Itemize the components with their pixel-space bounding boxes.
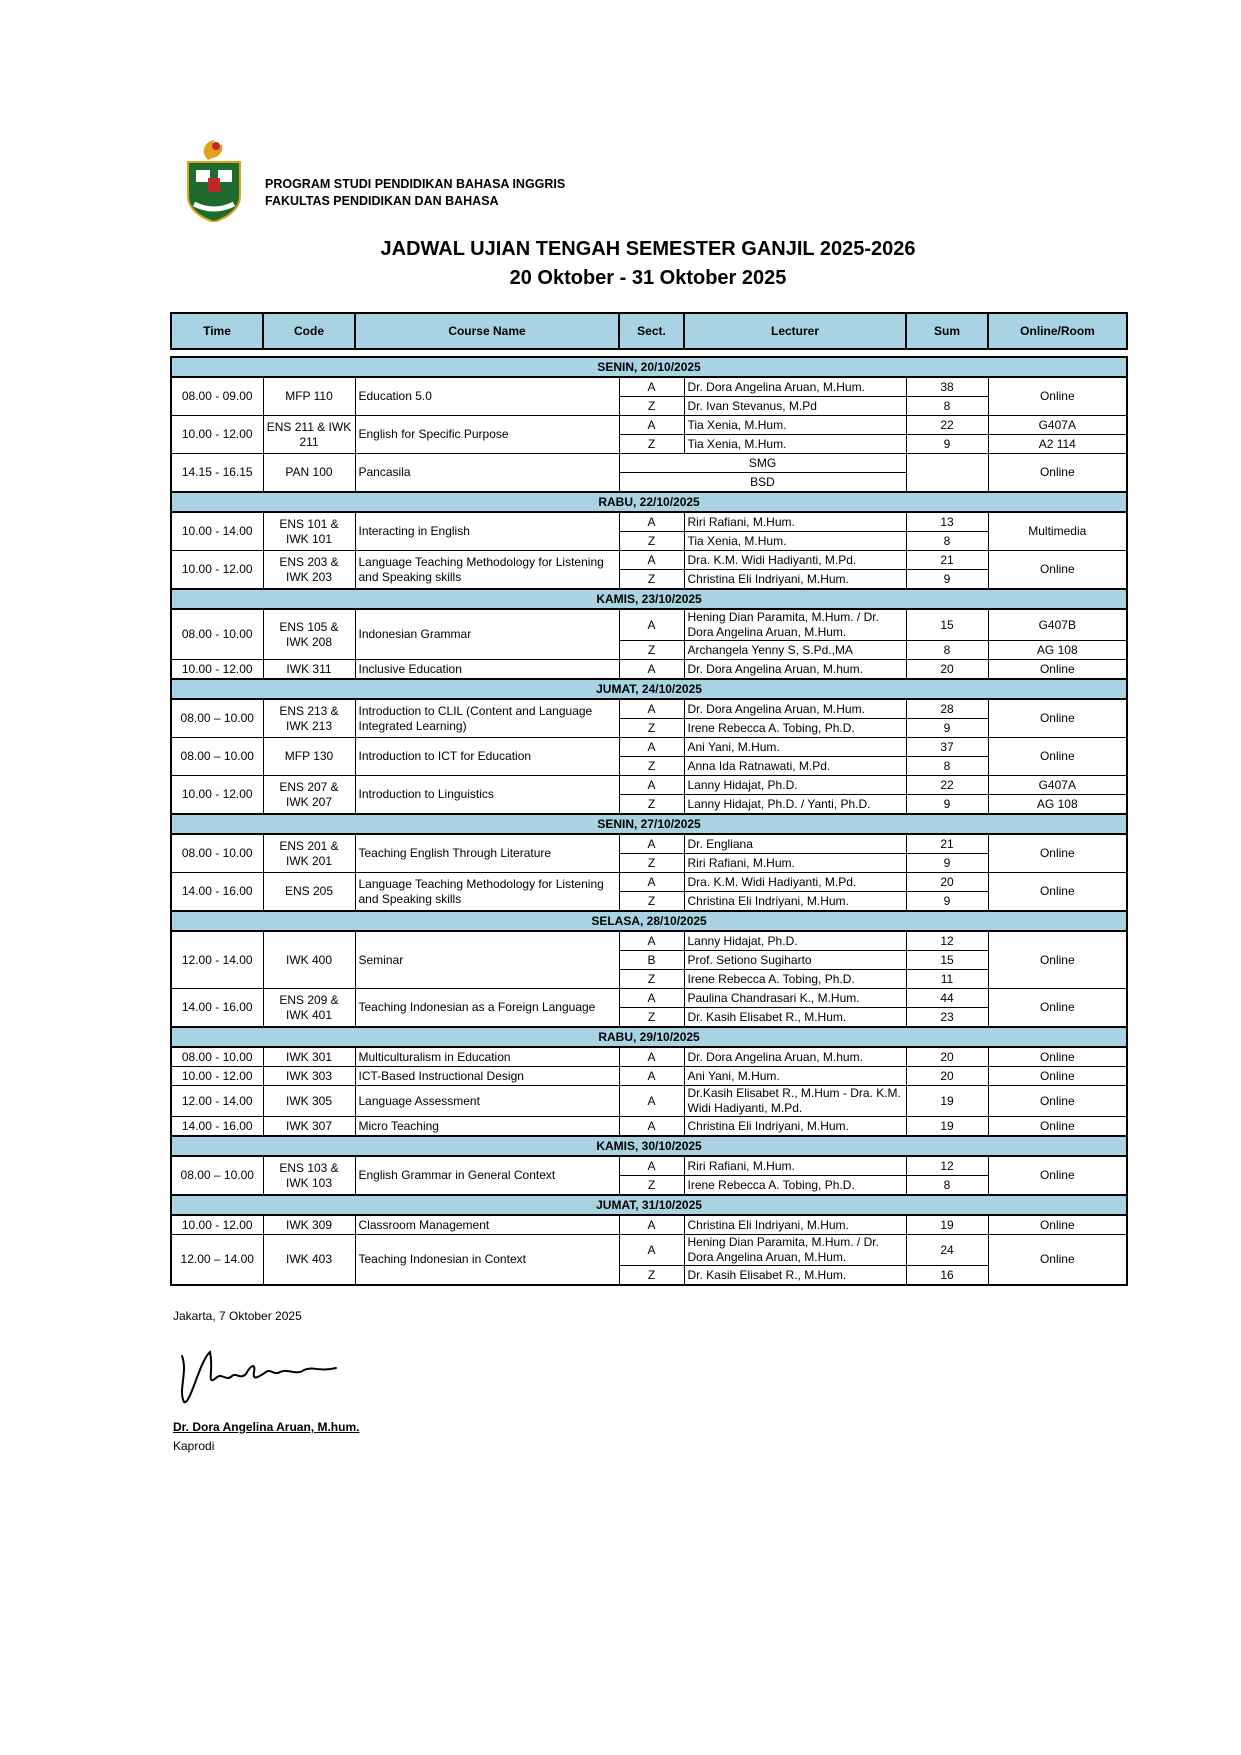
day-row [171,1136,1127,1156]
lecturer-cell: Irene Rebecca A. Tobing, Ph.D. [684,1176,906,1196]
section-cell: A [619,1156,684,1176]
course-cell: Teaching English Through Literature [355,834,619,873]
section-cell: A [619,1215,684,1235]
section-cell: A [619,551,684,570]
schedule-table [170,356,1128,1286]
room-cell: Online [988,1156,1127,1195]
sum-cell: 9 [906,892,988,912]
program-name: PROGRAM STUDI PENDIDIKAN BAHASA INGGRIS [265,177,566,191]
time-cell: 12.00 – 14.00 [171,1235,263,1286]
code-cell: ENS 101 & IWK 101 [263,512,355,551]
lecturer-cell: Dr. Kasih Elisabet R., M.Hum. [684,1266,906,1286]
time-cell: 08.00 – 10.00 [171,738,263,776]
room-cell: AG 108 [988,641,1127,660]
table-row [171,660,1127,680]
room-cell: Online [988,1047,1127,1067]
room-cell: Online [988,1215,1127,1235]
course-cell: Teaching Indonesian as a Foreign Language [355,989,619,1028]
lecturer-cell: Lanny Hidajat, Ph.D. / Yanti, Ph.D. [684,795,906,815]
time-cell: 10.00 - 12.00 [171,776,263,815]
column-header: Sect. [619,313,684,349]
sum-cell: 19 [906,1215,988,1235]
day-row [171,1027,1127,1047]
table-row [171,834,1127,854]
table-row [171,1156,1127,1176]
lecturer-cell: Anna Ida Ratnawati, M.Pd. [684,757,906,776]
time-cell: 12.00 - 14.00 [171,1086,263,1117]
issue-date: Jakarta, 7 Oktober 2025 [173,1309,302,1323]
section-cell: Z [619,641,684,660]
time-cell: 08.00 – 10.00 [171,699,263,738]
sum-cell: 11 [906,970,988,989]
institution-header [265,176,565,210]
room-cell: AG 108 [988,795,1127,815]
section-cell: Z [619,854,684,873]
room-cell: Online [988,699,1127,738]
room-cell: Online [988,551,1127,590]
column-header: Code [263,313,355,349]
sum-cell: 22 [906,416,988,435]
sum-cell: 28 [906,699,988,719]
document-title: JADWAL UJIAN TENGAH SEMESTER GANJIL 2025-2026 [380,238,916,260]
sum-cell: 8 [906,757,988,776]
table-row [171,1117,1127,1137]
sum-cell: 38 [906,377,988,397]
code-cell: IWK 307 [263,1117,355,1137]
time-cell: 10.00 - 14.00 [171,512,263,551]
section-cell: Z [619,570,684,590]
lecturer-cell: Dr.Kasih Elisabet R., M.Hum - Dra. K.M. Widi Hadiyanti, M.Pd. [684,1086,906,1117]
table-row [171,738,1127,757]
university-logo [186,138,242,222]
room-cell: Online [988,1086,1127,1117]
time-cell: 08.00 - 09.00 [171,377,263,416]
lecturer-cell: Dr. Dora Angelina Aruan, M.hum. [684,660,906,680]
course-cell: Language Assessment [355,1086,619,1117]
room-cell: Online [988,738,1127,776]
code-cell: PAN 100 [263,454,355,493]
time-cell: 10.00 - 12.00 [171,416,263,454]
time-cell: 12.00 - 14.00 [171,931,263,989]
day-heading: KAMIS, 30/10/2025 [171,1136,1127,1156]
lecturer-cell: Irene Rebecca A. Tobing, Ph.D. [684,970,906,989]
table-row [171,1047,1127,1067]
room-cell: Online [988,1235,1127,1286]
section-cell: A [619,873,684,892]
time-cell: 14.15 - 16.15 [171,454,263,493]
room-cell: Online [988,834,1127,873]
room-cell: Online [988,989,1127,1028]
code-cell: IWK 400 [263,931,355,989]
section-cell: Z [619,1176,684,1196]
signature [170,1342,350,1412]
room-cell: Online [988,1067,1127,1086]
course-cell: Micro Teaching [355,1117,619,1137]
time-cell: 08.00 - 10.00 [171,834,263,873]
room-cell: G407A [988,416,1127,435]
sum-cell: 20 [906,1067,988,1086]
room-cell: G407B [988,609,1127,641]
code-cell: IWK 403 [263,1235,355,1286]
code-cell: MFP 110 [263,377,355,416]
section-cell: Z [619,435,684,454]
course-cell: Multiculturalism in Education [355,1047,619,1067]
sum-cell: 9 [906,435,988,454]
code-cell: ENS 105 & IWK 208 [263,609,355,660]
table-row [171,931,1127,951]
day-row [171,911,1127,931]
sum-cell: 19 [906,1086,988,1117]
section-cell: Z [619,795,684,815]
sum-cell: 12 [906,931,988,951]
section-cell: Z [619,1008,684,1028]
time-cell: 10.00 - 12.00 [171,551,263,590]
sum-cell: 44 [906,989,988,1008]
schedule-header [170,312,1128,350]
course-cell: Education 5.0 [355,377,619,416]
lecturer-cell: Dr. Ivan Stevanus, M.Pd [684,397,906,416]
table-row [171,551,1127,570]
time-cell: 10.00 - 12.00 [171,1215,263,1235]
column-header: Online/Room [988,313,1127,349]
lecturer-cell: Archangela Yenny S, S.Pd.,MA [684,641,906,660]
code-cell: ENS 203 & IWK 203 [263,551,355,590]
course-cell: Language Teaching Methodology for Listening and Speaking skills [355,551,619,590]
table-row [171,416,1127,435]
lecturer-cell: Christina Eli Indriyani, M.Hum. [684,892,906,912]
lecturer-cell: Tia Xenia, M.Hum. [684,416,906,435]
time-cell: 14.00 - 16.00 [171,989,263,1028]
sum-cell: 9 [906,795,988,815]
day-heading: JUMAT, 31/10/2025 [171,1195,1127,1215]
sum-cell: 20 [906,873,988,892]
lecturer-cell: Riri Rafiani, M.Hum. [684,1156,906,1176]
course-cell: Introduction to ICT for Education [355,738,619,776]
day-row [171,492,1127,512]
time-cell: 10.00 - 12.00 [171,660,263,680]
room-cell: G407A [988,776,1127,795]
section-cell: A [619,660,684,680]
sum-cell: 15 [906,951,988,970]
section-cell: Z [619,757,684,776]
sum-cell: 16 [906,1266,988,1286]
code-cell: IWK 309 [263,1215,355,1235]
course-cell: Inclusive Education [355,660,619,680]
course-cell: Introduction to Linguistics [355,776,619,815]
code-cell: IWK 305 [263,1086,355,1117]
section-cell: A [619,776,684,795]
code-cell: MFP 130 [263,738,355,776]
lecturer-cell: Lanny Hidajat, Ph.D. [684,931,906,951]
lecturer-cell: Christina Eli Indriyani, M.Hum. [684,1215,906,1235]
lecturer-cell: Lanny Hidajat, Ph.D. [684,776,906,795]
code-cell: IWK 301 [263,1047,355,1067]
section-cell: A [619,1235,684,1266]
lecturer-cell: Paulina Chandrasari K., M.Hum. [684,989,906,1008]
code-cell: IWK 303 [263,1067,355,1086]
lecturer-cell: Dr. Kasih Elisabet R., M.Hum. [684,1008,906,1028]
section-cell: A [619,1117,684,1137]
signatory-role: Kaprodi [173,1439,215,1453]
lecturer-cell: Riri Rafiani, M.Hum. [684,854,906,873]
room-cell: Online [988,377,1127,416]
table-row [171,699,1127,719]
course-cell: English for Specific Purpose [355,416,619,454]
faculty-name: FAKULTAS PENDIDIKAN DAN BAHASA [265,194,499,208]
room-cell: Online [988,931,1127,989]
sum-cell: 20 [906,1047,988,1067]
code-cell: ENS 205 [263,873,355,912]
sum-cell: 8 [906,641,988,660]
section-cell: A [619,931,684,951]
lecturer-cell: Tia Xenia, M.Hum. [684,532,906,551]
day-row [171,589,1127,609]
code-cell: ENS 209 & IWK 401 [263,989,355,1028]
lecturer-cell: Christina Eli Indriyani, M.Hum. [684,570,906,590]
lecturer-cell: Christina Eli Indriyani, M.Hum. [684,1117,906,1137]
section-cell: A [619,377,684,397]
table-row [171,1215,1127,1235]
section-cell: B [619,951,684,970]
table-row [171,776,1127,795]
sum-cell: 9 [906,570,988,590]
time-cell: 08.00 - 10.00 [171,1047,263,1067]
course-cell: Introduction to CLIL (Content and Language Integrated Learning) [355,699,619,738]
section-cell: A [619,699,684,719]
code-cell: ENS 207 & IWK 207 [263,776,355,815]
lecturer-cell: Dra. K.M. Widi Hadiyanti, M.Pd. [684,873,906,892]
room-cell: Online [988,873,1127,912]
course-cell: English Grammar in General Context [355,1156,619,1195]
lecturer-cell: Dr. Dora Angelina Aruan, M.Hum. [684,377,906,397]
sum-cell: 37 [906,738,988,757]
section-cell: Z [619,892,684,912]
lecturer-cell: Prof. Setiono Sugiharto [684,951,906,970]
sum-cell: 21 [906,834,988,854]
day-heading: SENIN, 20/10/2025 [171,357,1127,377]
table-row [171,454,1127,473]
sum-cell: 12 [906,1156,988,1176]
section-cell: A [619,1067,684,1086]
lecturer-cell: Hening Dian Paramita, M.Hum. / Dr. Dora Angelina Aruan, M.Hum. [684,609,906,641]
course-cell: Teaching Indonesian in Context [355,1235,619,1286]
table-row [171,1235,1127,1266]
sum-cell: 19 [906,1117,988,1137]
section-cell: A [619,834,684,854]
column-header: Lecturer [684,313,906,349]
day-heading: KAMIS, 23/10/2025 [171,589,1127,609]
lecturer-cell: Dr. Dora Angelina Aruan, M.Hum. [684,699,906,719]
lecturer-cell: Ani Yani, M.Hum. [684,738,906,757]
room-cell: Online [988,1117,1127,1137]
day-row [171,679,1127,699]
lecturer-cell: Irene Rebecca A. Tobing, Ph.D. [684,719,906,738]
course-cell: Language Teaching Methodology for Listening and Speaking skills [355,873,619,912]
day-row [171,357,1127,377]
code-cell: ENS 211 & IWK 211 [263,416,355,454]
sum-cell: 8 [906,1176,988,1196]
signatory-name: Dr. Dora Angelina Aruan, M.hum. [173,1420,360,1434]
sum-cell: 9 [906,719,988,738]
day-heading: RABU, 29/10/2025 [171,1027,1127,1047]
lecturer-cell: Dra. K.M. Widi Hadiyanti, M.Pd. [684,551,906,570]
sum-cell: 9 [906,854,988,873]
course-cell: Indonesian Grammar [355,609,619,660]
campus-cell: BSD [619,473,906,493]
section-cell: Z [619,397,684,416]
table-row [171,609,1127,641]
sum-cell: 24 [906,1235,988,1266]
time-cell: 10.00 - 12.00 [171,1067,263,1086]
day-row [171,1195,1127,1215]
section-cell: A [619,989,684,1008]
section-cell: A [619,1047,684,1067]
sum-cell: 8 [906,532,988,551]
sum-cell: 22 [906,776,988,795]
course-cell: ICT-Based Instructional Design [355,1067,619,1086]
column-header: Course Name [355,313,619,349]
code-cell: ENS 201 & IWK 201 [263,834,355,873]
section-cell: A [619,416,684,435]
table-row [171,1086,1127,1117]
lecturer-cell: Tia Xenia, M.Hum. [684,435,906,454]
time-cell: 14.00 - 16.00 [171,873,263,912]
day-heading: SELASA, 28/10/2025 [171,911,1127,931]
sum-cell: 21 [906,551,988,570]
day-heading: RABU, 22/10/2025 [171,492,1127,512]
lecturer-cell: Ani Yani, M.Hum. [684,1067,906,1086]
lecturer-cell: Dr. Engliana [684,834,906,854]
day-heading: JUMAT, 24/10/2025 [171,679,1127,699]
table-row [171,873,1127,892]
code-cell: ENS 103 & IWK 103 [263,1156,355,1195]
column-header: Sum [906,313,988,349]
sum-cell: 8 [906,397,988,416]
section-cell: A [619,609,684,641]
table-row [171,989,1127,1008]
lecturer-cell: Hening Dian Paramita, M.Hum. / Dr. Dora Angelina Aruan, M.Hum. [684,1235,906,1266]
sum-cell: 15 [906,609,988,641]
column-header: Time [171,313,263,349]
campus-cell: SMG [619,454,906,473]
day-row [171,814,1127,834]
course-cell: Pancasila [355,454,619,493]
time-cell: 08.00 - 10.00 [171,609,263,660]
course-cell: Classroom Management [355,1215,619,1235]
section-cell: Z [619,970,684,989]
code-cell: ENS 213 & IWK 213 [263,699,355,738]
section-cell: Z [619,532,684,551]
room-cell: Online [988,660,1127,680]
lecturer-cell: Riri Rafiani, M.Hum. [684,512,906,532]
sum-cell [906,454,988,493]
section-cell: A [619,512,684,532]
sum-cell: 13 [906,512,988,532]
room-cell: A2 114 [988,435,1127,454]
section-cell: Z [619,1266,684,1286]
lecturer-cell: Dr. Dora Angelina Aruan, M.hum. [684,1047,906,1067]
time-cell: 08.00 – 10.00 [171,1156,263,1195]
sum-cell: 20 [906,660,988,680]
table-row [171,1067,1127,1086]
section-cell: Z [619,719,684,738]
section-cell: A [619,738,684,757]
time-cell: 14.00 - 16.00 [171,1117,263,1137]
room-cell: Online [988,454,1127,493]
course-cell: Seminar [355,931,619,989]
day-heading: SENIN, 27/10/2025 [171,814,1127,834]
sum-cell: 23 [906,1008,988,1028]
code-cell: IWK 311 [263,660,355,680]
document-subtitle: 20 Oktober - 31 Oktober 2025 [509,267,787,289]
table-row [171,512,1127,532]
table-row [171,377,1127,397]
section-cell: A [619,1086,684,1117]
room-cell: Multimedia [988,512,1127,551]
course-cell: Interacting in English [355,512,619,551]
